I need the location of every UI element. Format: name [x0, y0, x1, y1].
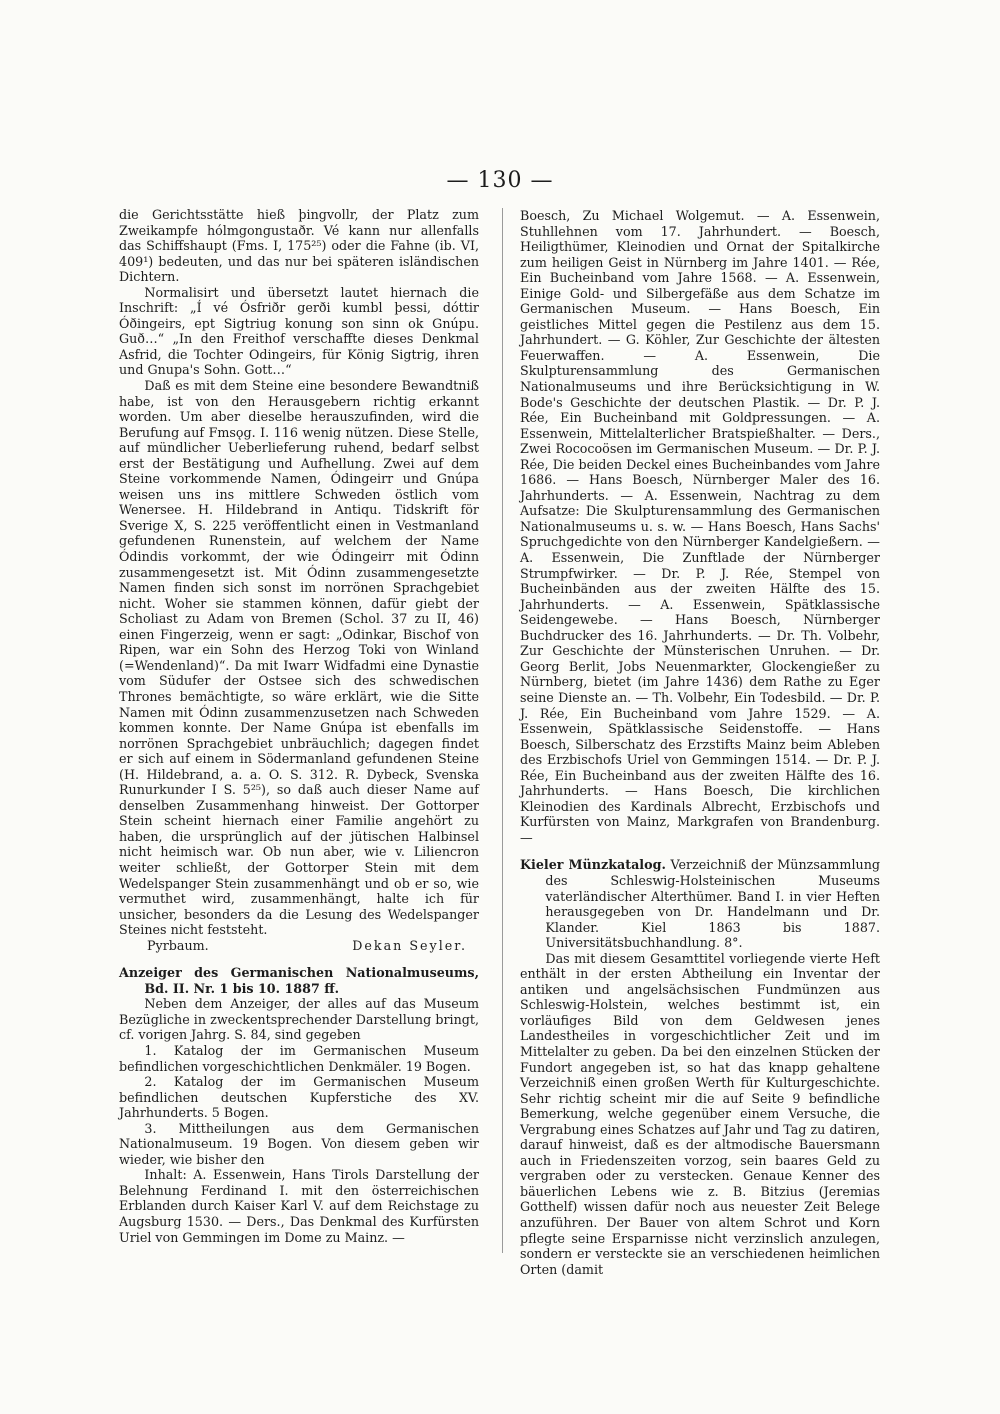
right-paragraph-1: Boesch, Zu Michael Wolgemut. — A. Essenwein, Stuhllehnen vom 17. Jahrhundert. — Boesch, Heiligthümer, Kleinodien und Ornat der Spitalkirche zum heiligen Geist in Nürnberg im Jahre 1401. — Rée, Ein Bucheinband vom Jahre 1568. — A. Essenwein, Einige Gold- und Silbergefäße aus dem Schatze im Germanischen Museum. — Hans Boesch, Ein geistliches Mittel gegen die Pestilenz aus dem 15. Jahrhundert. — G. Köhler, Zur Geschichte der ältesten Feuerwaffen. — A. Essenwein, Die Skulpturensammlung des Germanischen Nationalmuseums und ihre Berücksichtigung in W. Bode's Geschichte der deutschen Plastik. — Dr. P. J. Rée, Ein Bucheinband mit Goldpressungen. — A. Essenwein, Mittelalterlicher Bratspießhalter. — Ders., Zwei Rococoösen im Germanischen Museum. — Dr. P. J. Rée, Die beiden Deckel eines Bucheinbandes vom Jahre 1686. — Hans Boesch, Nürnberger Maler des 16. Jahrhunderts. — A. Essenwein, Nachtrag zu dem Aufsatze: Die Skulpturensammlung des Germanischen Nationalmuseums u. s. w. — Hans Boesch, Hans Sachs' Spruchgedichte von den Nürnberger Kandelgießern. — A. Essenwein, Die Zunftlade der Nürnberger Strumpfwirker. — Dr. P. J. Rée, Stempel von Bucheinbänden aus der zweiten Hälfte des 15. Jahrhunderts. — A. Essenwein, Spätklassische Seidengewebe. — Hans Boesch, Nürnberger Buchdrucker des 16. Jahrhunderts. — Dr. Th. Volbehr, Zur Geschichte der Münsterischen Unruhen. — Dr. Georg Berlit, Jobs Neuenmarkter, Glockengießer zu Nürnberg, bietet (im Jahre 1436) dem Rathe zu Eger seine Dienste an. — Th. Volbehr, Ein Todesbild. — Dr. P. J. Rée, Ein Bucheinband vom Jahre 1529. — A. Essenwein, Spätklassische Seidenstoffe. — Hans Boesch, Silberschatz des Erzstifts Mainz beim Ableben des Erzbischofs Uriel von Gemmingen 1514. — Dr. P. J. Rée, Ein Bucheinband aus der zweiten Hälfte des 16. Jahrhunderts. — Hans Boesch, Die kirchlichen Kleinodien des Kardinals Albrecht, Erzbischofs und Kurfürsten von Mainz, Markgrafen von Brandenburg. —: [520, 208, 880, 845]
inhalt-paragraph: Inhalt: A. Essenwein, Hans Tirols Darstellung der Belehnung Ferdinand I. mit den österreichischen Erblanden durch Kaiser Karl V. auf dem Reichstage zu Augsburg 1530. — Ders., Das Denkmal des Kurfürsten Uriel von Gemmingen im Dome zu Mainz. —: [119, 1167, 479, 1245]
list-item-2: 2. Katalog der im Germanischen Museum befindlichen deutschen Kupferstiche des XV. Jahrhunderts. 5 Bogen.: [119, 1074, 479, 1121]
right-column: [520, 208, 880, 1277]
list-item-1: 1. Katalog der im Germanischen Museum befindlichen vorgeschichtlichen Denkmäler. 19 Bogen.: [119, 1042, 479, 1074]
review-heading-anzeiger: Anzeiger des Germanischen Nationalmuseums, Bd. II. Nr. 1 bis 10. 1887 ff.: [119, 965, 479, 996]
signature-place: Pyrbaum.: [147, 937, 209, 953]
kieler-title-rest: Verzeichniß der Münzsammlung des Schleswig-Holsteinischen Museums vaterländischer Alterthümer. Band I. in vier Heften herausgegeben von Dr. Handelmann und Dr. Klander. Kiel 1863 bis 1887. Universitätsbuchhandlung. 8°.: [545, 857, 880, 951]
review-heading-kieler: [520, 857, 880, 950]
left-column: [119, 207, 479, 1245]
list-item-3: 3. Mittheilungen aus dem Germanischen Nationalmuseum. 19 Bogen. Von diesem geben wir wieder, wie bisher den: [119, 1120, 479, 1167]
left-paragraph-1: die Gerichtsstätte hieß þingvollr, der Platz zum Zweikampfe hólmgongustaðr. Vé kann nur allenfalls das Schiffshaupt (Fms. I, 175²⁵) oder die Fahne (ib. VI, 409¹) bedeuten, und das nur bei späteren isländischen Dichtern.: [119, 207, 479, 285]
left-paragraph-3: Daß es mit dem Steine eine besondere Bewandtniß habe, ist von den Herausgebern richtig erkannt worden. Um aber dieselbe herauszufinden, wird die Berufung auf Fmsǫg. I. 116 wenig nützen. Diese Stelle, auf mündlicher Ueberlieferung ruhend, bedarf selbst erst der Bestätigung und Aufhellung. Zwei auf dem Steine vorkommende Namen, Ódingeirr und Gnúpa weisen uns ins mittlere Schweden östlich vom Wenersee. H. Hildebrand in Antiqu. Tidskrift för Sverige X, S. 225 veröffentlicht einen in Vestmanland gefundenen Runenstein, auf welchem der Name Ódindis vorkommt, der wie Ódingeirr mit Ódinn zusammengesetzt ist. Mit Ódinn zusammengesetzte Namen finden sich sonst im norrönen Sprachgebiet nicht. Woher sie stammen können, dafür giebt der Scholiast zu Adam von Bremen (Schol. 37 zu II, 46) einen Fingerzeig, wenn er sagt: „Odinkar, Bischof von Ripen, war ein Sohn des Herzog Toki von Winland (=Wendenland)“. Da mit Iwarr Widfadmi eine Dynastie vom Südufer der Ostsee sich des schwedischen Thrones bemächtigte, so wäre erklärt, wie die Sitte Namen mit Ódinn zusammenzusetzen nach Schweden kommen konnte. Der Name Gnúpa ist ebenfalls im norrönen Sprachgebiet unbräuchlich; dagegen findet er sich auf einem in Södermanland gefundenen Steine (H. Hildebrand, a. a. O. S. 312. R. Dybeck, Svenska Runurkunder I S. 5²⁵), so daß auch dieser Name auf denselben Zusammenhang hinweist. Der Gottorper Stein scheint hiernach einer Familie angehört zu haben, die ursprünglich auf der jütischen Halbinsel nicht heimisch war. Ob nun aber, wie v. Liliencron weiter schließt, der Gottorper Stein mit dem Wedelspanger Stein zusammenhängt und ob er so, wie vermuthet wird, zusammenhängt, halte ich für unsicher, besonders da die Lesung des Wedelspanger Steines nicht feststeht.: [119, 378, 479, 938]
column-divider: [502, 208, 503, 1253]
left-paragraph-2: Normalisirt und übersetzt lautet hiernach die Inschrift: „Í vé Ósfriðr gerði kumbl þessi, dóttir Óðingeirs, ept Sigtriug konung son sinn ok Gnúpu. Guð…“ „In den Freithof verschaffte dieses Denkmal Asfrid, die Tochter Odingeirs, für König Sigtrig, ihren und Gnupa's Sohn. Gott…“: [119, 284, 479, 378]
signature-name: Dekan Seyler.: [352, 937, 467, 953]
kieler-title: Kieler Münzkatalog.: [520, 857, 666, 873]
page-number: — 130 —: [446, 168, 554, 193]
left-paragraph-4: Neben dem Anzeiger, der alles auf das Museum Bezügliche in zweckentsprechender Darstellung bringt, cf. vorigen Jahrg. S. 84, sind gegeben: [119, 996, 479, 1043]
right-paragraph-2: Das mit diesem Gesamttitel vorliegende vierte Heft enthält in der ersten Abtheilung ein Inventar der antiken und angelsächsischen Fundmünzen aus Schleswig-Holstein, welches bestimmt ist, ein vorläufiges Bild von dem Geldwesen jenes Landestheiles in vorgeschichtlicher Zeit und im Mittelalter zu geben. Da bei den einzelnen Stücken der Fundort angegeben ist, so hat das knapp gehaltene Verzeichniß einen großen Werth für Kulturgeschichte. Sehr richtig scheint mir die auf Seite 9 befindliche Bemerkung, welche gegenüber einem Versuche, die Vergrabung eines Schatzes auf Jahr und Tag zu datiren, darauf hinweist, daß es der altmodische Bauersmann auch in Friedenszeiten vorzog, sein baares Geld zu vergraben oder zu verstecken. Genaue Kenner des bäuerlichen Lebens wie z. B. Bitzius (Jeremias Gotthelf) wissen dafür noch aus neuester Zeit Belege anzuführen. Der Bauer von altem Schrot und Korn pflegte seine Ersparnisse nicht verzinslich anzulegen, sondern er versteckte sie an verschiedenen heimlichen Orten (damit: [520, 950, 880, 1277]
signature-line: [119, 938, 479, 954]
